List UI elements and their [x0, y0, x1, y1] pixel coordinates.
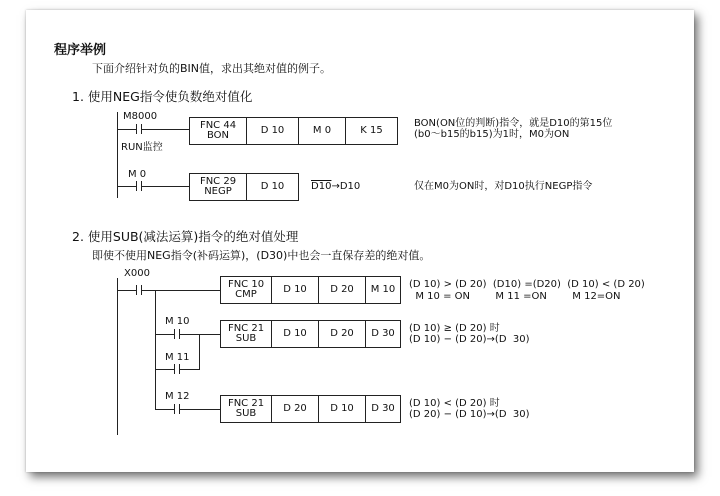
instruction-cmp: FNC 10 CMP	[220, 276, 272, 304]
contact-label-m12: M 12	[165, 391, 190, 402]
wire	[185, 334, 220, 335]
instruction-negp: FNC 29 NEGP	[189, 173, 247, 201]
operand-cell: M 0	[298, 117, 346, 145]
left-rail-2	[117, 278, 118, 435]
wire	[117, 186, 131, 187]
contact-m10-icon	[169, 329, 185, 339]
contact-lead	[131, 186, 136, 187]
note-bon: BON(ON位的判断)指令，就是D10的第15位 (b0～b15的b15)为1时，M0为ON	[414, 118, 613, 140]
contact-lead	[169, 409, 174, 410]
wire	[185, 369, 199, 370]
contact-label-m0: M 0	[128, 169, 147, 180]
contact-label-x000: X000	[124, 268, 150, 279]
note-negp: 仅在M0为ON时，对D10执行NEGP指令	[414, 181, 593, 192]
operand-cell: D 10	[246, 173, 299, 201]
contact-label-m10: M 10	[165, 316, 190, 327]
wire	[117, 290, 131, 291]
operand-cell: D 10	[318, 395, 366, 423]
note-sub-2: (D 10) < (D 20) 时 (D 20) − (D 10)→(D 30)	[409, 398, 530, 420]
contact-label-m8000: M8000	[123, 111, 158, 122]
wire	[147, 186, 189, 187]
wire	[155, 409, 169, 410]
note-sub-1: (D 10) ≥ (D 20) 时 (D 10) − (D 20)→(D 30)	[409, 323, 530, 345]
note-cmp-results: M 10 = ON M 11 =ON M 12=ON	[409, 291, 621, 302]
wire	[147, 290, 220, 291]
operand-cell: D 10	[271, 276, 319, 304]
note-cmp-conditions: (D 10) > (D 20) (D10) =(D20) (D 10) < (D 20)	[409, 279, 645, 290]
wire	[155, 334, 169, 335]
parallel-join	[199, 334, 200, 370]
section1-title: 1. 使用NEG指令使负数绝对值化	[72, 89, 253, 104]
contact-x000-icon	[131, 285, 147, 295]
negp-operation-rest: →D10	[331, 181, 361, 192]
operand-cell: D 30	[365, 320, 401, 348]
wire	[117, 129, 131, 130]
contact-m11-icon	[169, 364, 185, 374]
negp-operand-overlined: D10	[311, 181, 332, 192]
section2-title: 2. 使用SUB(减法运算)指令的绝对值处理	[72, 229, 299, 244]
operand-cell: D 20	[271, 395, 319, 423]
instruction-sub-1: FNC 21 SUB	[220, 320, 272, 348]
instruction-sub-2: FNC 21 SUB	[220, 395, 272, 423]
negp-operation	[311, 181, 360, 192]
contact-lead	[169, 369, 174, 370]
page-heading: 程序举例	[54, 43, 107, 58]
instruction-bon: FNC 44 BON	[189, 117, 247, 145]
operand-cell: D 10	[271, 320, 319, 348]
operand-cell: M 10	[365, 276, 401, 304]
operand-cell: D 20	[318, 276, 366, 304]
wire	[147, 129, 189, 130]
operand-cell: D 30	[365, 395, 401, 423]
run-monitor-label: RUN监控	[121, 142, 163, 153]
contact-m0-icon	[131, 181, 147, 191]
wire	[185, 409, 220, 410]
wire	[155, 369, 169, 370]
operand-cell: D 10	[246, 117, 299, 145]
operand-cell: K 15	[345, 117, 398, 145]
contact-label-m11: M 11	[165, 352, 190, 363]
contact-lead	[169, 334, 174, 335]
intro-text: 下面介绍针对负的BIN值，求出其绝对值的例子。	[92, 62, 332, 75]
operand-cell: D 20	[318, 320, 366, 348]
section2-intro: 即使不使用NEG指令(补码运算)，(D30)中也会一直保存差的绝对值。	[92, 249, 431, 262]
contact-lead	[131, 129, 136, 130]
branch-bus	[155, 290, 156, 409]
contact-m8000-icon	[131, 124, 147, 134]
contact-m12-icon	[169, 404, 185, 414]
contact-lead	[131, 290, 136, 291]
